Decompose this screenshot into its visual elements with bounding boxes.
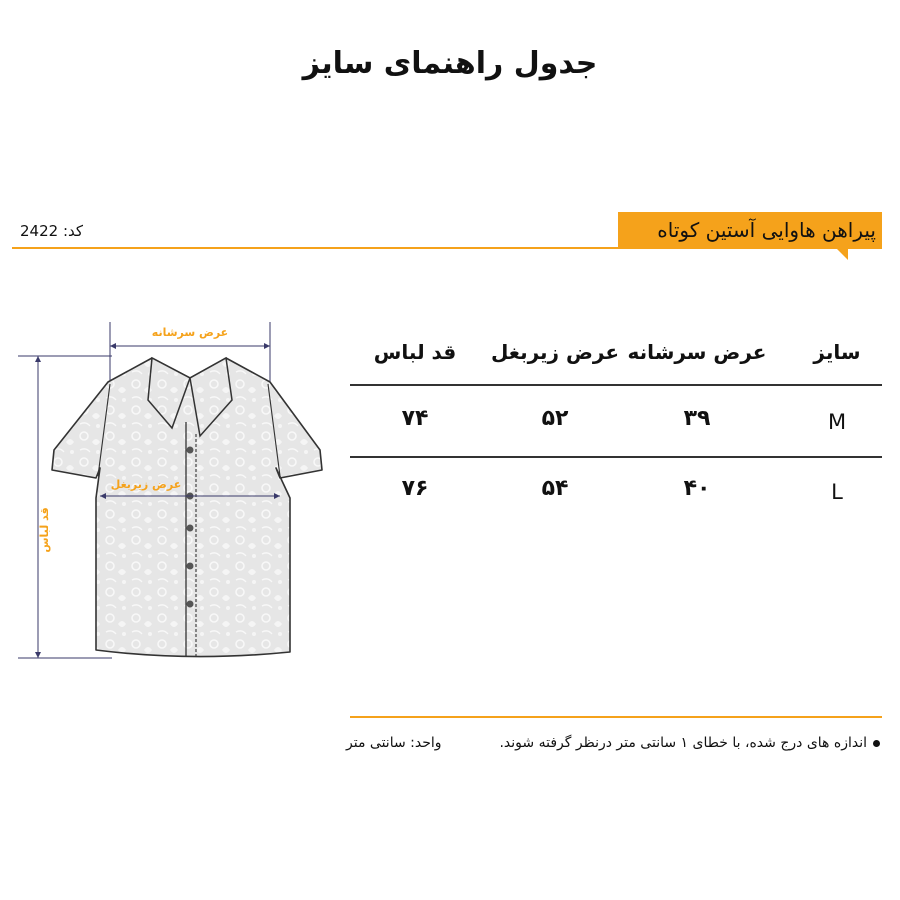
length-arrow-bottom bbox=[35, 652, 41, 658]
banner-tail bbox=[836, 248, 848, 260]
cell-size: M bbox=[827, 410, 847, 434]
product-code-label: کد: bbox=[62, 222, 84, 240]
shoulder-label: عرض سرشانه bbox=[151, 326, 229, 339]
shirt-body bbox=[52, 358, 322, 657]
cell-chest: ۵۴ bbox=[541, 476, 569, 501]
cell-chest: ۵۲ bbox=[541, 406, 569, 431]
button-5 bbox=[187, 601, 194, 608]
footer-divider bbox=[350, 716, 882, 718]
page-title: جدول راهنمای سایز bbox=[302, 46, 598, 81]
row-rule bbox=[350, 456, 882, 458]
shoulder-arrow-left bbox=[110, 343, 116, 349]
header-shoulder: عرض سرشانه bbox=[627, 340, 767, 364]
cell-length: ۷۴ bbox=[401, 406, 429, 431]
button-3 bbox=[187, 525, 194, 532]
cell-shoulder: ۴۰ bbox=[683, 476, 711, 501]
product-code-value: 2422 bbox=[20, 222, 59, 240]
shoulder-arrow-right bbox=[264, 343, 270, 349]
cell-shoulder: ۳۹ bbox=[683, 406, 711, 431]
tolerance-note bbox=[499, 735, 880, 751]
length-label: قد لباس bbox=[38, 507, 51, 553]
length-arrow-top bbox=[35, 356, 41, 362]
shirt-diagram bbox=[0, 300, 340, 680]
product-name-banner: پیراهن هاوایی آستین کوتاه bbox=[618, 212, 882, 248]
button-1 bbox=[187, 447, 194, 454]
header-size: سایز bbox=[813, 340, 861, 364]
bullet-icon bbox=[873, 740, 880, 747]
cell-size: L bbox=[831, 480, 843, 504]
tolerance-text: اندازه های درج شده، با خطای ۱ سانتی متر درنظر گرفته شوند. bbox=[499, 735, 867, 751]
shirt-illustration bbox=[0, 300, 340, 680]
product-code bbox=[20, 222, 83, 240]
button-4 bbox=[187, 563, 194, 570]
header-rule bbox=[350, 384, 882, 386]
chest-label: عرض زیربغل bbox=[110, 478, 182, 491]
header-length: قد لباس bbox=[373, 340, 457, 364]
unit-note: واحد: سانتی متر bbox=[346, 735, 442, 751]
cell-length: ۷۶ bbox=[401, 476, 429, 501]
header-chest: عرض زیربغل bbox=[490, 340, 620, 364]
